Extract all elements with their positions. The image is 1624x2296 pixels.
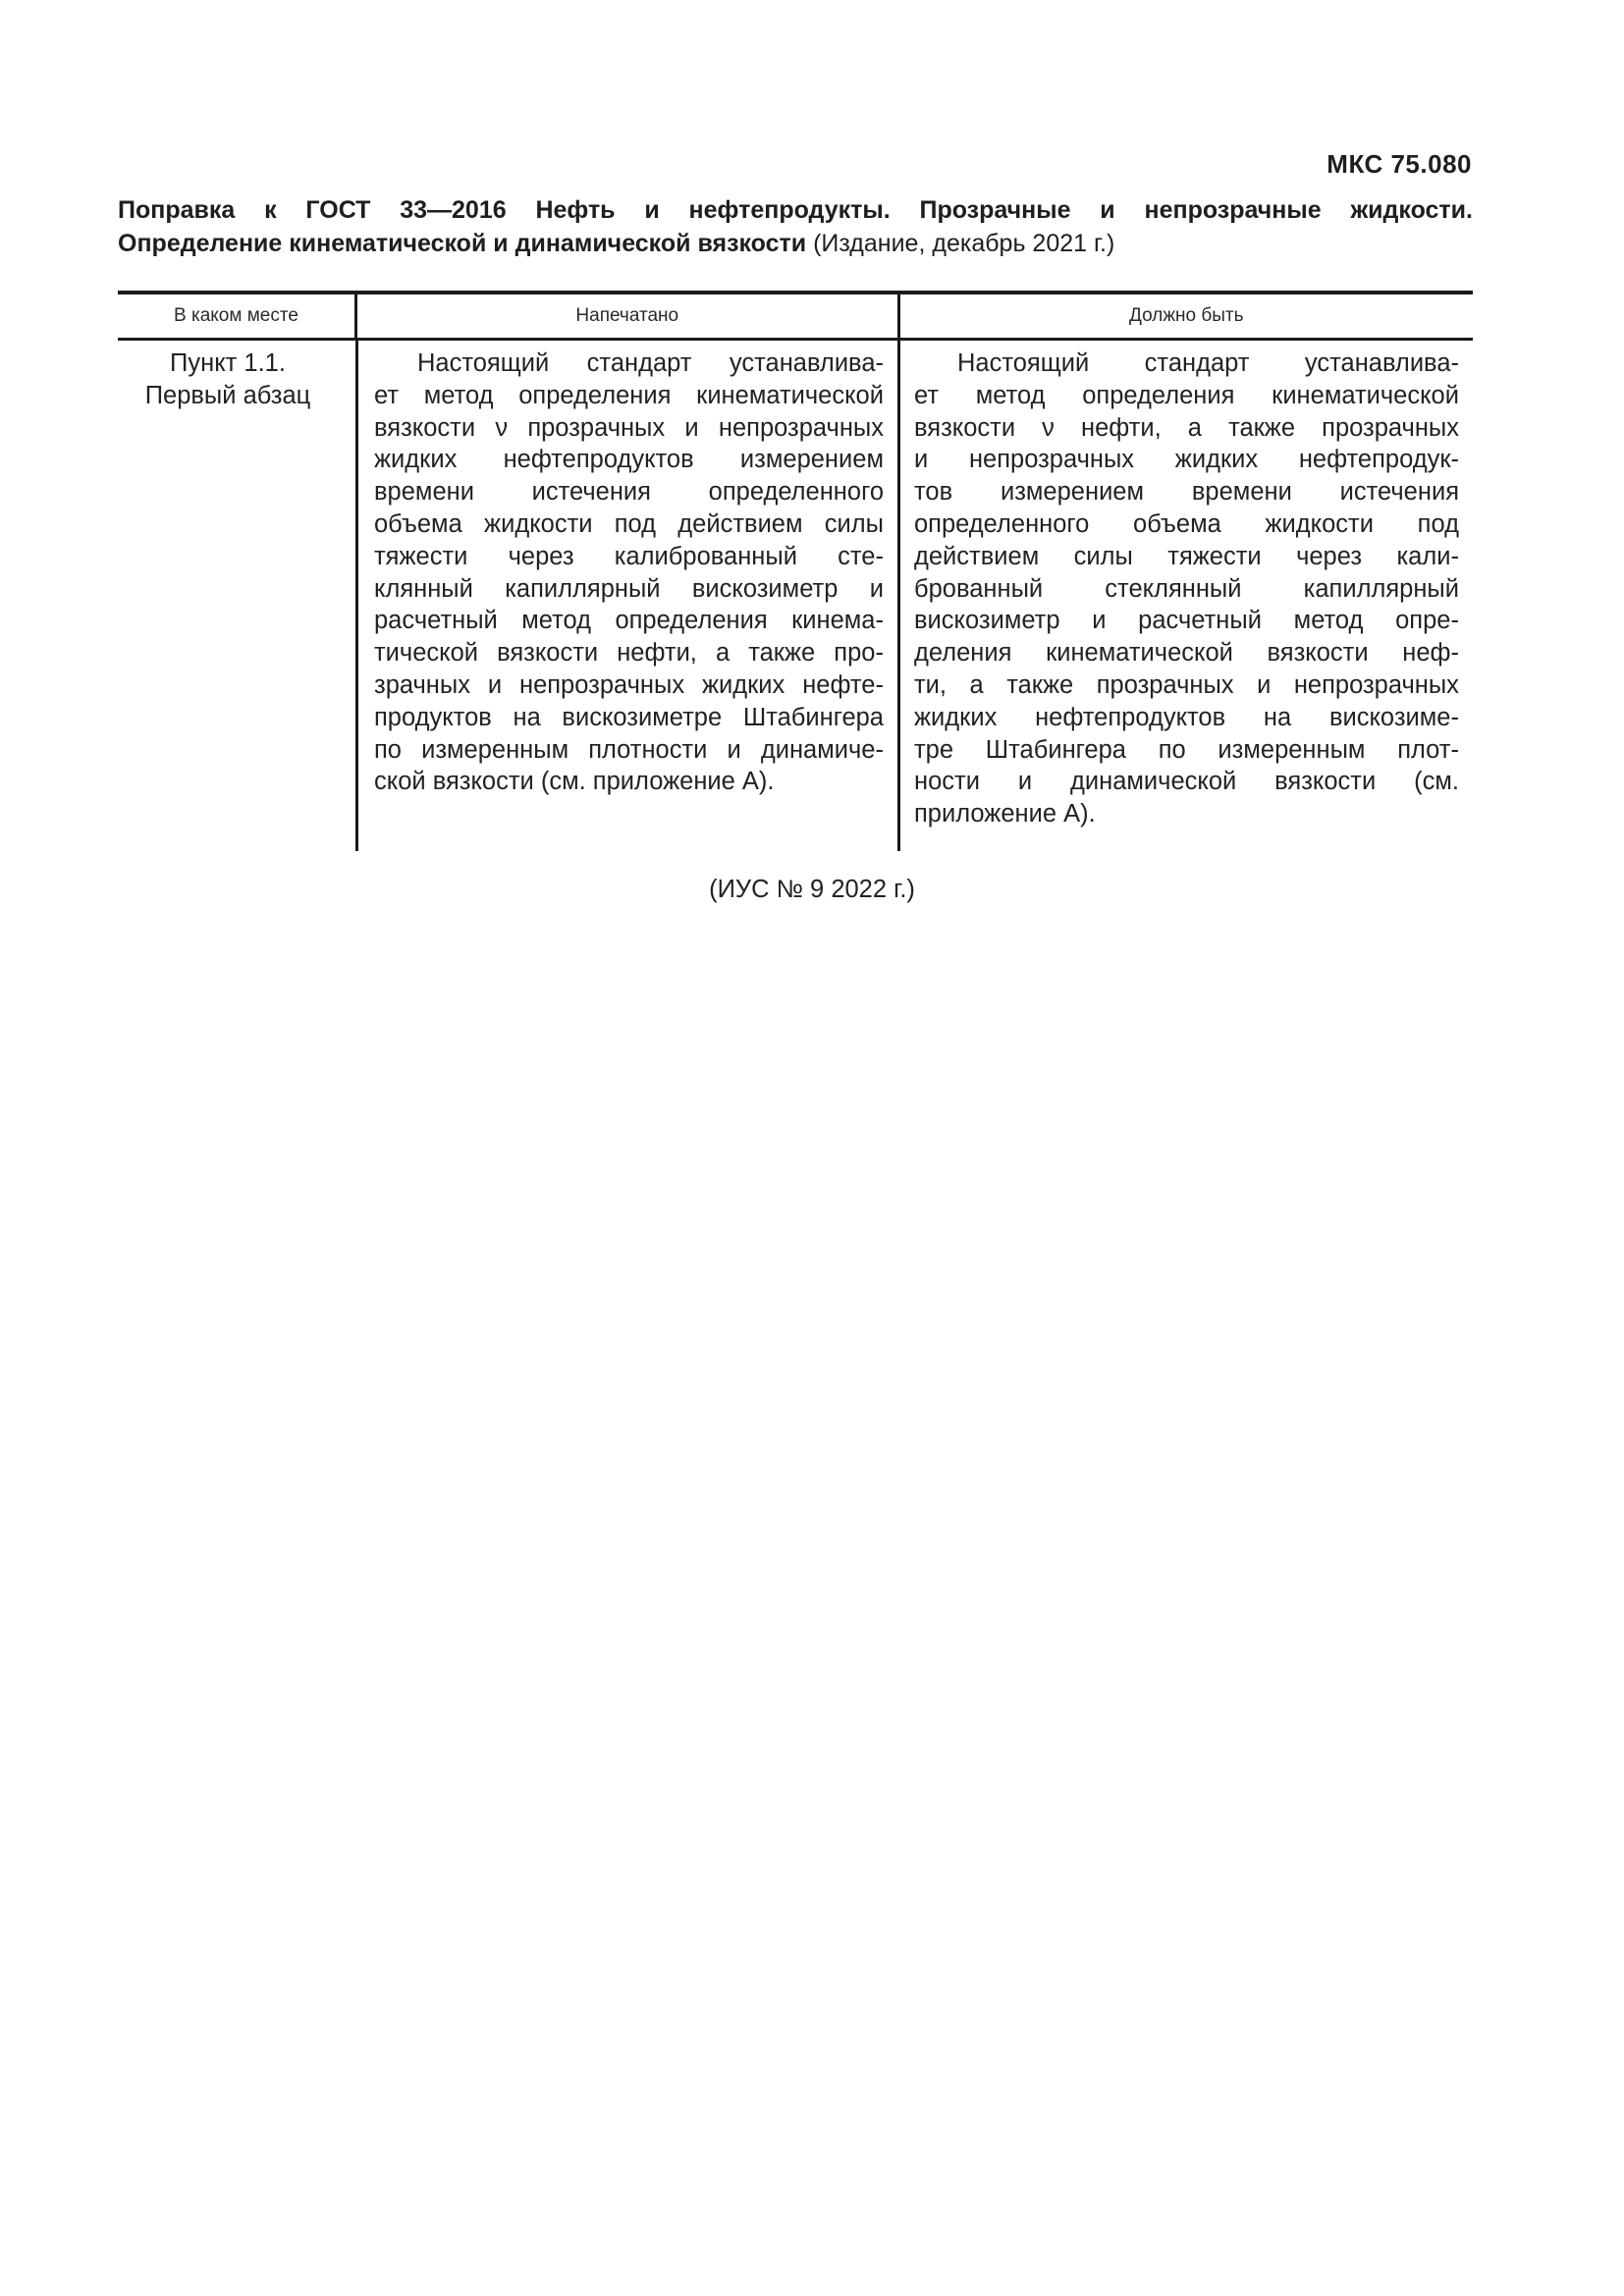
edition-note: (Издание, декабрь 2021 г.) [806, 230, 1115, 257]
text-line [914, 734, 1459, 767]
text-line [374, 541, 884, 573]
word: и [1017, 768, 1033, 796]
word: определения [615, 607, 768, 635]
word: про- [834, 639, 884, 667]
word: тической [374, 639, 479, 667]
text-line [374, 637, 884, 669]
amendment-table [118, 291, 1473, 851]
word: клянный [374, 574, 473, 603]
word: жидкости [1265, 509, 1374, 538]
text-line [914, 766, 1459, 798]
word: Штабингера [985, 735, 1126, 764]
column-header-location: В каком месте [174, 305, 298, 326]
word: под [1417, 509, 1459, 538]
word: Штабингера [742, 703, 884, 731]
word: жидких [1174, 446, 1259, 474]
word: нефти, [1081, 413, 1162, 442]
title-line-2 [118, 227, 1473, 260]
word: вязкости [1267, 639, 1369, 667]
word: и [869, 574, 884, 603]
text-line [914, 605, 1459, 637]
word: кинематической [1272, 381, 1459, 409]
word: метод [521, 607, 591, 635]
word: тяжести [374, 542, 468, 570]
word: ности [914, 768, 980, 796]
word: метод [423, 381, 494, 409]
text-line [374, 508, 884, 541]
location-line: Пункт 1.1. [170, 349, 286, 377]
word: через [508, 542, 574, 570]
word: ет [374, 381, 400, 409]
document-title [118, 193, 1473, 260]
text-line [914, 476, 1459, 508]
word: метод [1293, 607, 1364, 635]
word: жидких [914, 703, 998, 731]
word: измерением [1000, 478, 1145, 507]
word: плот- [1397, 735, 1459, 764]
word: а [715, 639, 731, 667]
text-line [914, 637, 1459, 669]
word: приложение А). [914, 800, 1096, 828]
word: устанавлива- [729, 349, 884, 377]
word: по [1158, 735, 1186, 764]
word: на [513, 703, 541, 731]
text-line [374, 347, 884, 380]
word: динамической [1070, 768, 1237, 796]
word: ν [1042, 413, 1055, 442]
word: ти, [914, 670, 947, 699]
column-header-printed: Напечатано [354, 294, 897, 338]
word: измеренным [421, 735, 569, 764]
word: и [487, 670, 503, 699]
word: непрозрачных [718, 413, 884, 442]
word: кали- [1396, 542, 1459, 570]
word: неф- [1402, 639, 1459, 667]
word: времени [1191, 478, 1292, 507]
word: жидких [701, 670, 785, 699]
word: деления [914, 639, 1012, 667]
word: а [1187, 413, 1202, 442]
word: и [1092, 607, 1107, 635]
word: непрозрачных [1293, 670, 1459, 699]
text-line [914, 347, 1459, 380]
word: ет [914, 381, 940, 409]
word: вискозиметр [691, 574, 839, 603]
word: определенного [914, 509, 1090, 538]
word: прозрачных [527, 413, 666, 442]
word: силы [824, 509, 884, 538]
word: вязкости [914, 413, 1016, 442]
text-line [374, 412, 884, 445]
text-line [914, 412, 1459, 445]
word: через [1296, 542, 1363, 570]
word: тов [914, 478, 953, 507]
word: определенного [708, 478, 884, 507]
word: вискозиметре [562, 703, 723, 731]
title-line-2-bold: Определение кинематической и динамической вязкости [118, 230, 807, 257]
word: истечения [1339, 478, 1459, 507]
text-line [374, 702, 884, 734]
word: ской вязкости (см. приложение А). [374, 768, 775, 796]
text-line [374, 444, 884, 476]
word: плотности [588, 735, 708, 764]
text-line [374, 734, 884, 767]
word: и [914, 446, 929, 474]
word: вискозиметр [914, 607, 1060, 635]
text-line [914, 508, 1459, 541]
word: (см. [1414, 768, 1459, 796]
cell-correct-text [897, 341, 1473, 851]
word: расчетный [374, 607, 498, 635]
word: Настоящий [417, 349, 550, 377]
text-line [374, 476, 884, 508]
word: нефти, [617, 639, 697, 667]
word: по [374, 735, 402, 764]
word: кинематической [1046, 639, 1233, 667]
word: капиллярный [505, 574, 661, 603]
word: действием [914, 542, 1040, 570]
word: тре [914, 735, 954, 764]
word: вискозиме- [1328, 703, 1459, 731]
word: также [1006, 670, 1074, 699]
word: метод [975, 381, 1046, 409]
text-line [914, 669, 1459, 702]
text-line [374, 669, 884, 702]
word: нефтепродуктов [1035, 703, 1226, 731]
word: под [614, 509, 657, 538]
word: продуктов [374, 703, 492, 731]
word: нефте- [802, 670, 884, 699]
word: и [727, 735, 741, 764]
text-line [374, 605, 884, 637]
word: Настоящий [957, 349, 1090, 377]
word: также [1228, 413, 1296, 442]
word: силы [1073, 542, 1133, 570]
word: истечения [531, 478, 651, 507]
word: опре- [1395, 607, 1459, 635]
word: нефтепродуктов [503, 446, 694, 474]
cell-location [118, 341, 355, 851]
table-row [118, 341, 1473, 851]
word: стеклянный [1105, 574, 1242, 603]
word: жидких [374, 446, 458, 474]
word: зрачных [374, 670, 470, 699]
column-header-correct: Должно быть [897, 294, 1473, 338]
title-line-1: Поправка к ГОСТ 33—2016 Нефть и нефтепродукты. Прозрачные и непрозрачные жидкости. [118, 196, 1473, 224]
word: стандарт [1144, 349, 1250, 377]
text-line [374, 380, 884, 412]
word: вязкости [374, 413, 476, 442]
source-note: (ИУС № 9 2022 г.) [709, 876, 915, 903]
word: объема [374, 509, 462, 538]
text-line [374, 766, 884, 798]
word: расчетный [1138, 607, 1262, 635]
word: на [1263, 703, 1292, 731]
text-line [914, 541, 1459, 573]
word: прозрачных [1322, 413, 1459, 442]
word: объема [1133, 509, 1221, 538]
cell-printed-text [355, 341, 897, 851]
word: калиброванный [614, 542, 797, 570]
word: динамиче- [760, 735, 884, 764]
text-line [914, 573, 1459, 606]
text-line [914, 702, 1459, 734]
word: а [969, 670, 984, 699]
word: стандарт [586, 349, 692, 377]
word: времени [374, 478, 474, 507]
word: измерением [739, 446, 884, 474]
table-header-row [118, 294, 1473, 341]
word: нефтепродук- [1298, 446, 1459, 474]
word: действием [677, 509, 803, 538]
word: устанавлива- [1304, 349, 1459, 377]
word: капиллярный [1303, 574, 1459, 603]
word: брованный [914, 574, 1044, 603]
word: непрозрачных [968, 446, 1135, 474]
word: также [748, 639, 816, 667]
word: и [1257, 670, 1272, 699]
word: жидкости [484, 509, 593, 538]
text-line [914, 798, 1459, 830]
word: тяжести [1167, 542, 1262, 570]
word: кинема- [791, 607, 884, 635]
location-line: Первый абзац [144, 381, 311, 409]
word: кинематической [696, 381, 884, 409]
word: измеренным [1218, 735, 1366, 764]
word: определения [1082, 381, 1235, 409]
word: вязкости [1274, 768, 1377, 796]
word: определения [518, 381, 672, 409]
text-line [914, 380, 1459, 412]
word: сте- [838, 542, 884, 570]
word: вязкости [497, 639, 599, 667]
word: прозрачных [1096, 670, 1234, 699]
classification-code: МКС 75.080 [1326, 149, 1472, 179]
text-line [914, 444, 1459, 476]
word: и [684, 413, 699, 442]
word: ν [495, 413, 509, 442]
word: непрозрачных [518, 670, 685, 699]
text-line [374, 573, 884, 606]
